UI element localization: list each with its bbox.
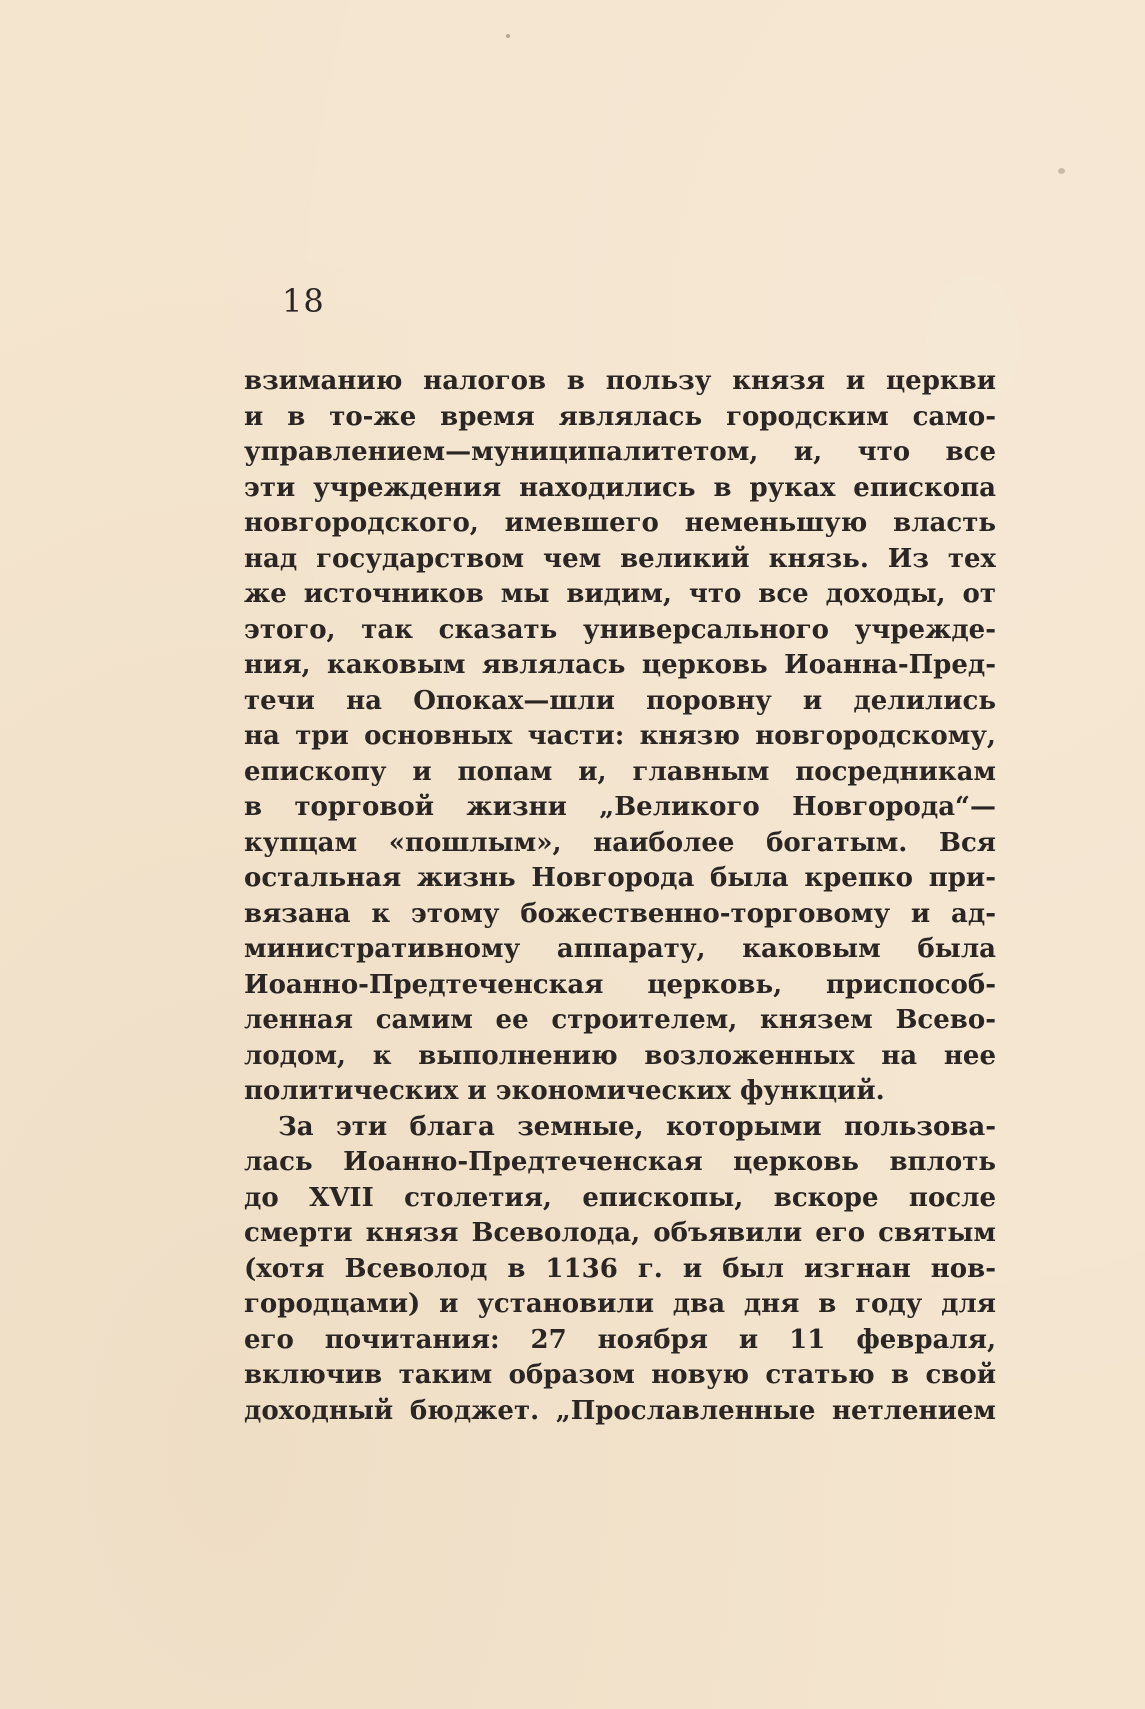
paper-speck xyxy=(506,34,510,38)
text-line: городцами) и установили два дня в году для xyxy=(244,1289,996,1319)
text-line: на три основных части: князю новгородскому, xyxy=(244,721,996,751)
text-line: этого, так сказать универсального учрежде- xyxy=(244,614,996,645)
text-line: политических и экономических функций. xyxy=(244,1076,885,1106)
text-line: Иоанно-Предтеченская церковь, приспособ- xyxy=(244,969,996,1000)
text-line: (хотя Всеволод в 1136 г. и был изгнан нов- xyxy=(244,1253,996,1284)
text-line: ния, каковым являлась церковь Иоанна-Пред- xyxy=(244,650,996,680)
text-line: доходный бюджет. „Прославленные нетлением xyxy=(244,1395,996,1426)
text-line: управлением—муниципалитетом, и, что все xyxy=(244,437,996,467)
body-text xyxy=(244,364,996,1429)
text-line: и в то-же время являлась городским само- xyxy=(244,401,996,432)
text-line: лась Иоанно-Предтеченская церковь вплоть xyxy=(244,1147,996,1177)
text-line: эти учреждения находились в руках епископа xyxy=(244,472,996,503)
text-line: новгородского, имевшего неменьшую власть xyxy=(244,508,996,538)
text-line: взиманию налогов в пользу князя и церкви xyxy=(244,366,996,396)
text-line: лодом, к выполнению возложенных на нее xyxy=(244,1040,996,1071)
text-line: смерти князя Всеволода, объявили его святым xyxy=(244,1218,996,1248)
text-line: до XVII столетия, епископы, вскоре после xyxy=(244,1182,996,1213)
text-line: остальная жизнь Новгорода была крепко при- xyxy=(244,863,996,893)
text-line: купцам «пошлым», наиболее богатым. Вся xyxy=(244,827,996,858)
text-line: епископу и попам и, главным посредникам xyxy=(244,756,996,787)
page-number: 18 xyxy=(282,282,325,320)
text-line: министративному аппарату, каковым была xyxy=(244,934,996,964)
text-line: включив таким образом новую статью в свой xyxy=(244,1360,996,1390)
text-line: вязана к этому божественно-торговому и ад- xyxy=(244,898,996,929)
text-line: За эти блага земные, которыми пользова- xyxy=(278,1111,996,1142)
text-line: же источников мы видим, что все доходы, от xyxy=(244,579,996,609)
text-line: над государством чем великий князь. Из тех xyxy=(244,543,996,574)
text-line: в торговой жизни „Великого Новгорода“— xyxy=(244,792,996,822)
text-line: течи на Опоках—шли поровну и делились xyxy=(244,685,996,716)
text-line: ленная самим ее строителем, князем Всево- xyxy=(244,1005,996,1035)
paper-speck xyxy=(1058,168,1065,174)
text-line: его почитания: 27 ноября и 11 февраля, xyxy=(244,1324,996,1355)
